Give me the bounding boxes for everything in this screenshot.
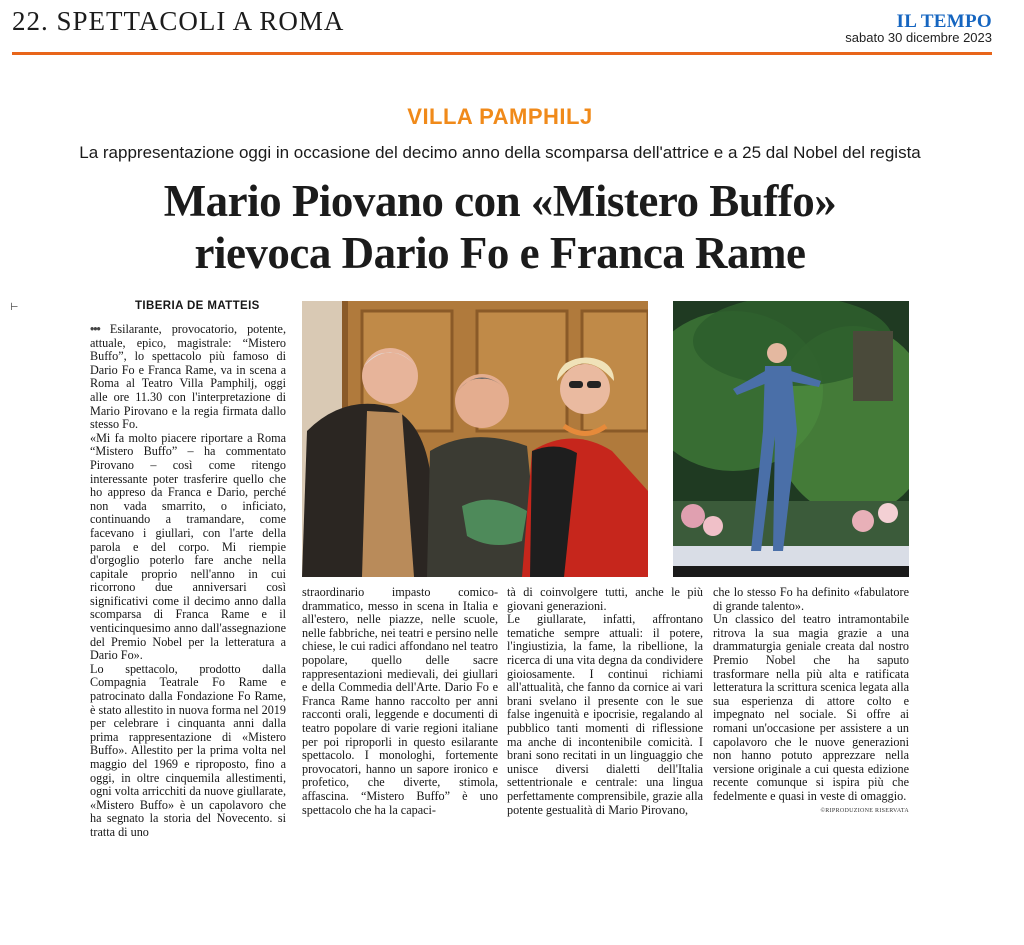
- paragraph: Un classico del teatro intramontabile ritrova la sua magia grazie a una drammaturgia geniale creata dal nostro Premio Nobel che ha saputo trasformare nella più alta e ratificata letteratura la scrittura scenica legata alla sua esperienza di attore colto e impegnato nel sociale. Si offre ai romani un'occasione per assistere a un capolavoro che le nuove generazioni non hanno potuto apprezzare nella versione originale a cui questa edizione recente comunque si ispira più che fedelmente e quasi in veste di omaggio.: [713, 612, 909, 803]
- copyright-notice: ©RIPRODUZIONE RISERVATA: [820, 808, 909, 814]
- paragraph: [90, 323, 286, 432]
- paragraph: tà di coinvolgere tutti, anche le più giovani generazioni.: [507, 585, 703, 613]
- byline: TIBERIA DE MATTEIS: [135, 300, 260, 312]
- column-1: [90, 323, 286, 840]
- paragraph: che lo stesso Fo ha definito «fabulatore di grande talento».: [713, 585, 909, 613]
- headline: [0, 175, 1000, 279]
- photo-cast-portrait: [302, 301, 648, 577]
- newspaper-logo: IL TEMPO: [896, 11, 992, 32]
- column-2: [302, 586, 498, 817]
- paragraph: «Mi fa molto piacere riportare a Roma “Mistero Buffo” – ha commentato Pirovano – così come ritengo interessante poter trasferire quello che ho appreso da Franca e Dario, perché non vada smarrito, o inficiato, continuando a tramandare, come facevano i giullari, con l'arte della parola e del corpo. Mi riempie d'orgoglio poterlo fare anche nella capitale proprio nell'anno in cui ricorrono due anniversari così significativi come il decimo anno dalla scomparsa di Franca Rame e il venticinquesimo anno dall'assegnazione del Premio Nobel per la letteratura a Dario Fo».: [90, 430, 286, 663]
- paragraph-text: Esilarante, provocatorio, potente, attuale, epico, magistrale: “Mistero Buffo”, lo spettacolo più famoso di Dario Fo e Franca Rame, va in scena a Roma al Teatro Villa Pamphilj, oggi alle ore 11.30 con l'interpretazione di Mario Pirovano e la regia firmata dallo stesso Fo.: [90, 322, 286, 432]
- section-title: 22. SPETTACOLI A ROMA: [12, 6, 345, 36]
- kicker: VILLA PAMPHILJ: [407, 104, 593, 129]
- photo-performer-stage: [673, 301, 909, 577]
- headline-line-2: rievoca Dario Fo e Franca Rame: [194, 228, 806, 278]
- paragraph: Lo spettacolo, prodotto dalla Compagnia Teatrale Fo Rame e patrocinato dalla Fondazione Fo Rame, è stato allestito in nuova forma nel 2019 per celebrare i cinquanta anni dalla prima rappresentazione di «Mistero Buffo». Allestito per la prima volta nel maggio del 1969 e riproposto, fino a oggi, in oltre cinquemila allestimenti, ogni volta arricchiti da nuove giullarate, «Mistero Buffo» è un capolavoro che ha segnato la storia del Novecento. si tratta di uno: [90, 661, 286, 839]
- issue-date: sabato 30 dicembre 2023: [845, 30, 992, 45]
- subheadline: La rappresentazione oggi in occasione del decimo anno della scomparsa dell'attrice e a 25 dal Nobel del regista: [79, 143, 921, 162]
- paragraph: Le giullarate, infatti, affrontano tematiche sempre attuali: il potere, l'ingiustizia, la fame, la ribellione, la ricerca di una vita degna da condividere gioiosamente. I continui richiami all'attualità, che fanno da cornice ai vari brani svelano il presente con le sue false ingenuità e ipocrisie, regalando al pubblico tanti momenti di riflessione ma anche di incontenibile comicità. I brani sono recitati in un linguaggio che unisce diversi dialetti dell'Italia settentrionale e centrale: una lingua perfettamente comprensibile, grazie alla potente gestualità di Mario Pirovano,: [507, 612, 703, 817]
- bullet-icon: •••: [90, 322, 100, 336]
- paragraph: straordinario impasto comico-drammatico, messo in scena in Italia e all'estero, nelle piazze, nelle scuole, nelle fabbriche, nei teatri e persino nelle chiese, le cui radici affondano nel teatro popolare, quello delle sacre rappresentazioni medievali, dei giullari e della Commedia dell'Arte. Dario Fo e Franca Rame hanno raccolto per anni racconti orali, leggende e documenti di teatro popolare di varie regioni italiane per poi riproporli in questo esilarante spettacolo. I monologhi, fortemente provocatori, hanno un sapore ironico e profetico, che diverte, stimola, affascina. “Mistero Buffo” è uno spettacolo che ha la capaci-: [302, 585, 498, 817]
- headline-line-1: Mario Piovano con «Mistero Buffo»: [163, 176, 837, 226]
- margin-mark: ⊢: [10, 302, 19, 313]
- column-4: [713, 586, 909, 804]
- header-rule: [12, 52, 992, 55]
- column-3: [507, 586, 703, 817]
